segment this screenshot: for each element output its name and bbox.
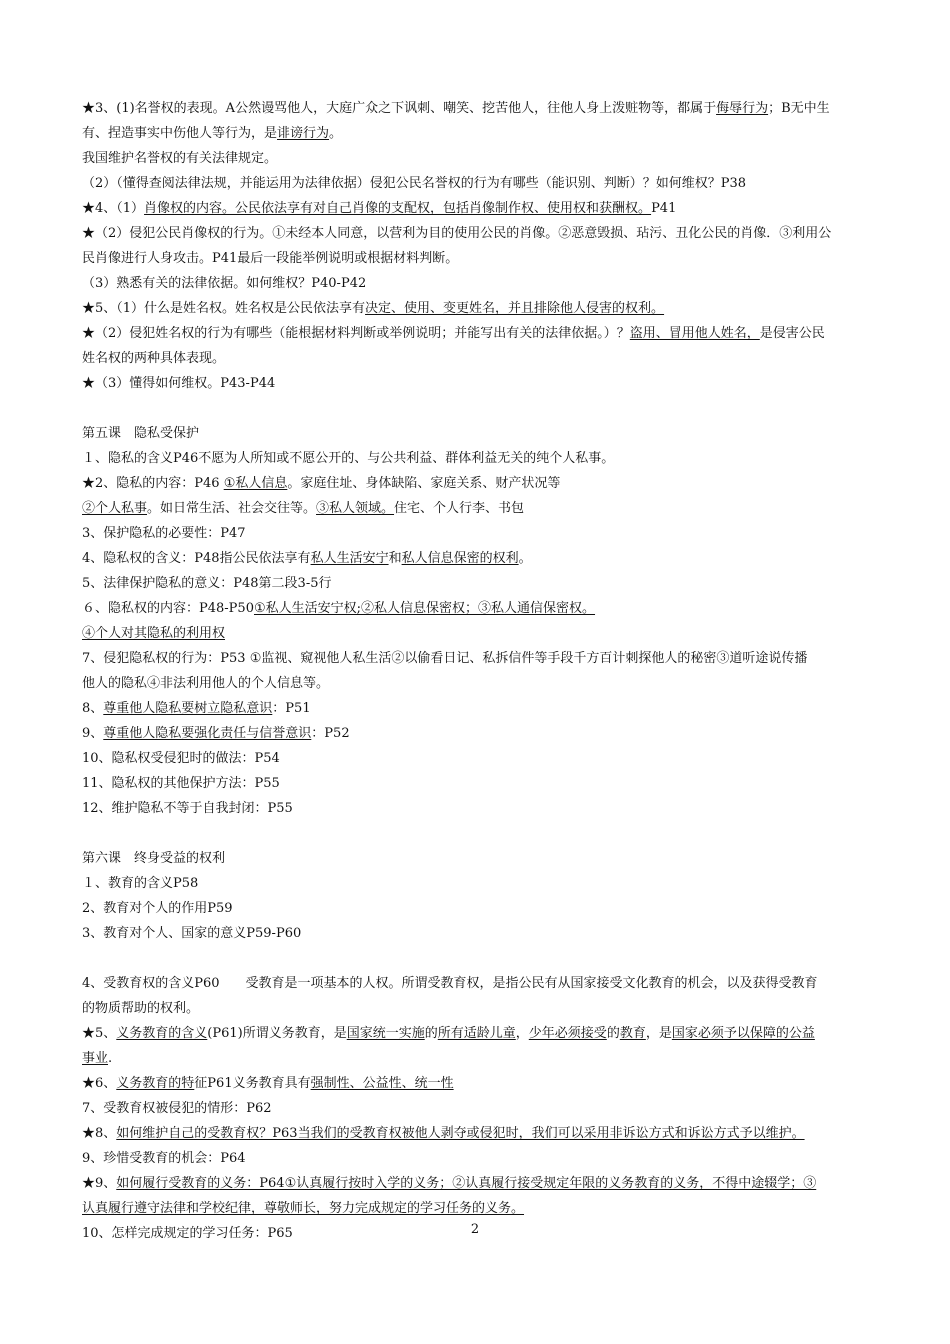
underlined-text: ①私人生活安宁权;②私人信息保密权；③私人通信保密权。 [253, 601, 596, 616]
text-line-l12 [82, 371, 872, 396]
text-segment: 我国维护名誉权的有关法律规定。 [82, 151, 278, 166]
text-line-l36 [82, 1046, 872, 1071]
text-segment: （2）（懂得查阅法律法规，并能运用为法律依据）侵犯公民名誉权的行为有哪些（能识别、判断）？如何维权？P38 [82, 176, 747, 191]
underlined-text: 认真履行遵守法律和学校纪律，尊敬师长，努力完成规定的学习任务的义务。 [82, 1201, 525, 1216]
underlined-text: 决定、使用、变更姓名，并且排除他人侵害的权利。 [365, 301, 665, 316]
text-line-l39 [82, 1121, 872, 1146]
text-segment: 11、隐私权的其他保护方法：P55 [82, 776, 280, 791]
text-line-l20 [82, 596, 872, 621]
text-segment: ★2、隐私的内容：P46 [82, 476, 224, 491]
text-segment: 的物质帮助的权利。 [82, 1001, 200, 1016]
text-segment: ；B无中生 [768, 101, 830, 116]
text-line-l13 [82, 421, 872, 446]
paragraph-gap [82, 396, 872, 421]
text-segment: 民肖像进行人身攻击。P41最后一段能举例说明或根据材料判断。 [82, 251, 459, 266]
paragraph-gap [82, 946, 872, 971]
underlined-text: 私人信息保密的权利 [401, 551, 519, 566]
text-segment: ， [515, 1026, 529, 1041]
text-segment: 的 [424, 1026, 438, 1041]
text-line-l14 [82, 446, 872, 471]
underlined-text: 诽谤行为 [277, 126, 330, 141]
text-segment: 有、捏造事实中伤他人等行为，是 [82, 126, 278, 141]
page-number: 2 [470, 1222, 480, 1237]
underlined-text: 尊重他人隐私要树立隐私意识 [103, 701, 273, 716]
underlined-text: 尊重他人隐私要强化责任与信誉意识 [103, 726, 312, 741]
text-line-l31 [82, 896, 872, 921]
text-segment: １、隐私的含义P46不愿为人所知或不愿公开的、与公共利益、群体利益无关的纯个人私事。 [82, 451, 615, 466]
text-segment: 9、珍惜受教育的机会：P64 [82, 1151, 246, 1166]
text-segment: 第五课 隐私受保护 [82, 426, 200, 441]
text-line-l27 [82, 771, 872, 796]
text-line-l19 [82, 571, 872, 596]
document-body [82, 96, 872, 1246]
text-segment: 第六课 终身受益的权利 [82, 851, 226, 866]
text-segment: 。 [518, 551, 532, 566]
text-line-l21 [82, 621, 872, 646]
underlined-text: 如何履行受教育的义务：P64①认真履行按时入学的义务；②认真履行接受规定年限的义务教育的义务，不得中途辍学；③ [116, 1176, 817, 1191]
text-line-l04 [82, 171, 872, 196]
text-segment: ：P51 [272, 701, 311, 716]
underlined-text: 国家统一实施 [346, 1026, 425, 1041]
text-segment: ：P52 [311, 726, 350, 741]
text-segment: 和 [388, 551, 402, 566]
text-segment: 2、教育对个人的作用P59 [82, 901, 233, 916]
text-line-l22 [82, 646, 872, 671]
text-segment: １、教育的含义P58 [82, 876, 199, 891]
text-segment: P41 [651, 201, 677, 216]
text-line-l07 [82, 246, 872, 271]
text-line-l28 [82, 796, 872, 821]
text-segment: ★3、(1)名誉权的表现。A公然谩骂他人，大庭广众之下讽刺、嘲笑、挖苦他人，往他人身上泼赃物等，都属于 [82, 101, 717, 116]
text-segment: 3、教育对个人、国家的意义P59-P60 [82, 926, 302, 941]
underlined-text: 侮辱行为 [716, 101, 769, 116]
text-segment: 。家庭住址、身体缺陷、家庭关系、财产状况等 [287, 476, 561, 491]
underlined-text: 所有适龄儿童 [437, 1026, 516, 1041]
paragraph-gap [82, 821, 872, 846]
text-line-l40 [82, 1146, 872, 1171]
text-segment: 是侵害公民 [759, 326, 825, 341]
underlined-text: 国家必须予以保障的公益 [671, 1026, 815, 1041]
text-segment: 12、维护隐私不等于自我封闭：P55 [82, 801, 293, 816]
underlined-text: 如何维护自己的受教育权？P63当我们的受教育权被他人剥夺或侵犯时，我们可以采用非诉讼方式和诉讼方式予以维护。 [116, 1126, 805, 1141]
text-segment: ６、隐私权的内容：P48-P50 [82, 601, 254, 616]
text-line-l30 [82, 871, 872, 896]
text-line-l11 [82, 346, 872, 371]
text-line-l05 [82, 196, 872, 221]
text-segment: 住宅、个人行李、书包 [394, 501, 525, 516]
underlined-text: 少年必须接受 [528, 1026, 607, 1041]
text-segment: . [108, 1051, 113, 1066]
text-segment: 3、保护隐私的必要性：P47 [82, 526, 246, 541]
text-line-l26 [82, 746, 872, 771]
text-line-l10 [82, 321, 872, 346]
text-line-l33 [82, 971, 872, 996]
text-segment: 的 [606, 1026, 620, 1041]
text-segment: 姓名权的两种具体表现。 [82, 351, 226, 366]
underlined-text: 盗用、冒用他人姓名， [629, 326, 760, 341]
text-line-l01 [82, 96, 872, 121]
text-segment: 5、法律保护隐私的意义：P48第二段3-5行 [82, 576, 332, 591]
underlined-text: 私人生活安宁 [310, 551, 389, 566]
text-segment: ★9、 [82, 1176, 117, 1191]
text-segment: 。 [329, 126, 343, 141]
text-line-l16 [82, 496, 872, 521]
underlined-text: 义务教育的含义 [116, 1026, 208, 1041]
text-segment: 8、 [82, 701, 104, 716]
text-line-l35 [82, 1021, 872, 1046]
text-segment: ★5、 [82, 1026, 117, 1041]
text-line-l17 [82, 521, 872, 546]
text-line-l32 [82, 921, 872, 946]
text-line-l15 [82, 471, 872, 496]
underlined-text: 义务教育的特 [116, 1076, 195, 1091]
underlined-text: ②个人私事 [82, 501, 148, 516]
underlined-text: 事业 [82, 1051, 109, 1066]
text-segment: ★8、 [82, 1126, 117, 1141]
underlined-text: ③私人领域。 [316, 501, 395, 516]
text-line-l25 [82, 721, 872, 746]
text-segment: ★5、（1）什么是姓名权。姓名权是公民依法享有 [82, 301, 366, 316]
text-line-l18 [82, 546, 872, 571]
text-segment: ★（3）懂得如何维权。P43-P44 [82, 376, 276, 391]
text-line-l02 [82, 121, 872, 146]
text-segment: 。如日常生活、社会交往等。 [147, 501, 317, 516]
text-line-l38 [82, 1096, 872, 1121]
text-segment: 10、隐私权受侵犯时的做法：P54 [82, 751, 280, 766]
text-line-l41 [82, 1171, 872, 1196]
text-segment: ，是 [645, 1026, 672, 1041]
text-line-l09 [82, 296, 872, 321]
text-line-l42 [82, 1196, 872, 1221]
underlined-text: 教育 [619, 1026, 646, 1041]
text-segment: (P61)所谓义务教育，是 [207, 1026, 347, 1041]
text-segment: 9、 [82, 726, 104, 741]
text-segment: 征P61义务教育具有 [194, 1076, 311, 1091]
text-segment: 10、怎样完成规定的学习任务：P65 [82, 1226, 293, 1241]
underlined-text: 强制性、公益性、统一性 [310, 1076, 454, 1091]
underlined-text: 肖像权的内容。公民依法享有对自己肖像的支配权，包括肖像制作权、使用权和获酬权。 [144, 201, 652, 216]
text-segment: 他人的隐私④非法利用他人的个人信息等。 [82, 676, 330, 691]
text-segment: （3）熟悉有关的法律依据。如何维权？P40-P42 [82, 276, 367, 291]
text-line-l08 [82, 271, 872, 296]
text-segment: ★6、 [82, 1076, 117, 1091]
text-line-l06 [82, 221, 872, 246]
text-segment: ★4、（1） [82, 201, 145, 216]
underlined-text: ①私人信息 [223, 476, 288, 491]
text-line-l37 [82, 1071, 872, 1096]
underlined-text: ④个人对其隐私的利用权 [82, 626, 226, 641]
text-segment: ★（2）侵犯公民肖像权的行为。①未经本人同意，以营利为目的使用公民的肖像。②恶意毁损、玷污、丑化公民的肖像．③利用公 [82, 226, 832, 241]
text-segment: 7、侵犯隐私权的行为：P53 ①监视、窥视他人私生活②以偷看日记、私拆信件等手段千方百计刺探他人的秘密③道听途说传播 [82, 651, 808, 666]
text-segment: ★（2）侵犯姓名权的行为有哪些（能根据材料判断或举例说明；并能写出有关的法律依据。）？ [82, 326, 630, 341]
text-line-l23 [82, 671, 872, 696]
text-segment: 4、隐私权的含义：P48指公民依法享有 [82, 551, 311, 566]
text-segment: 4、受教育权的含义P60 受教育是一项基本的人权。所谓受教育权，是指公民有从国家接受文化教育的机会，以及获得受教育 [82, 976, 818, 991]
text-line-l03 [82, 146, 872, 171]
text-line-l29 [82, 846, 872, 871]
text-line-l34 [82, 996, 872, 1021]
text-line-l24 [82, 696, 872, 721]
text-segment: 7、受教育权被侵犯的情形：P62 [82, 1101, 272, 1116]
